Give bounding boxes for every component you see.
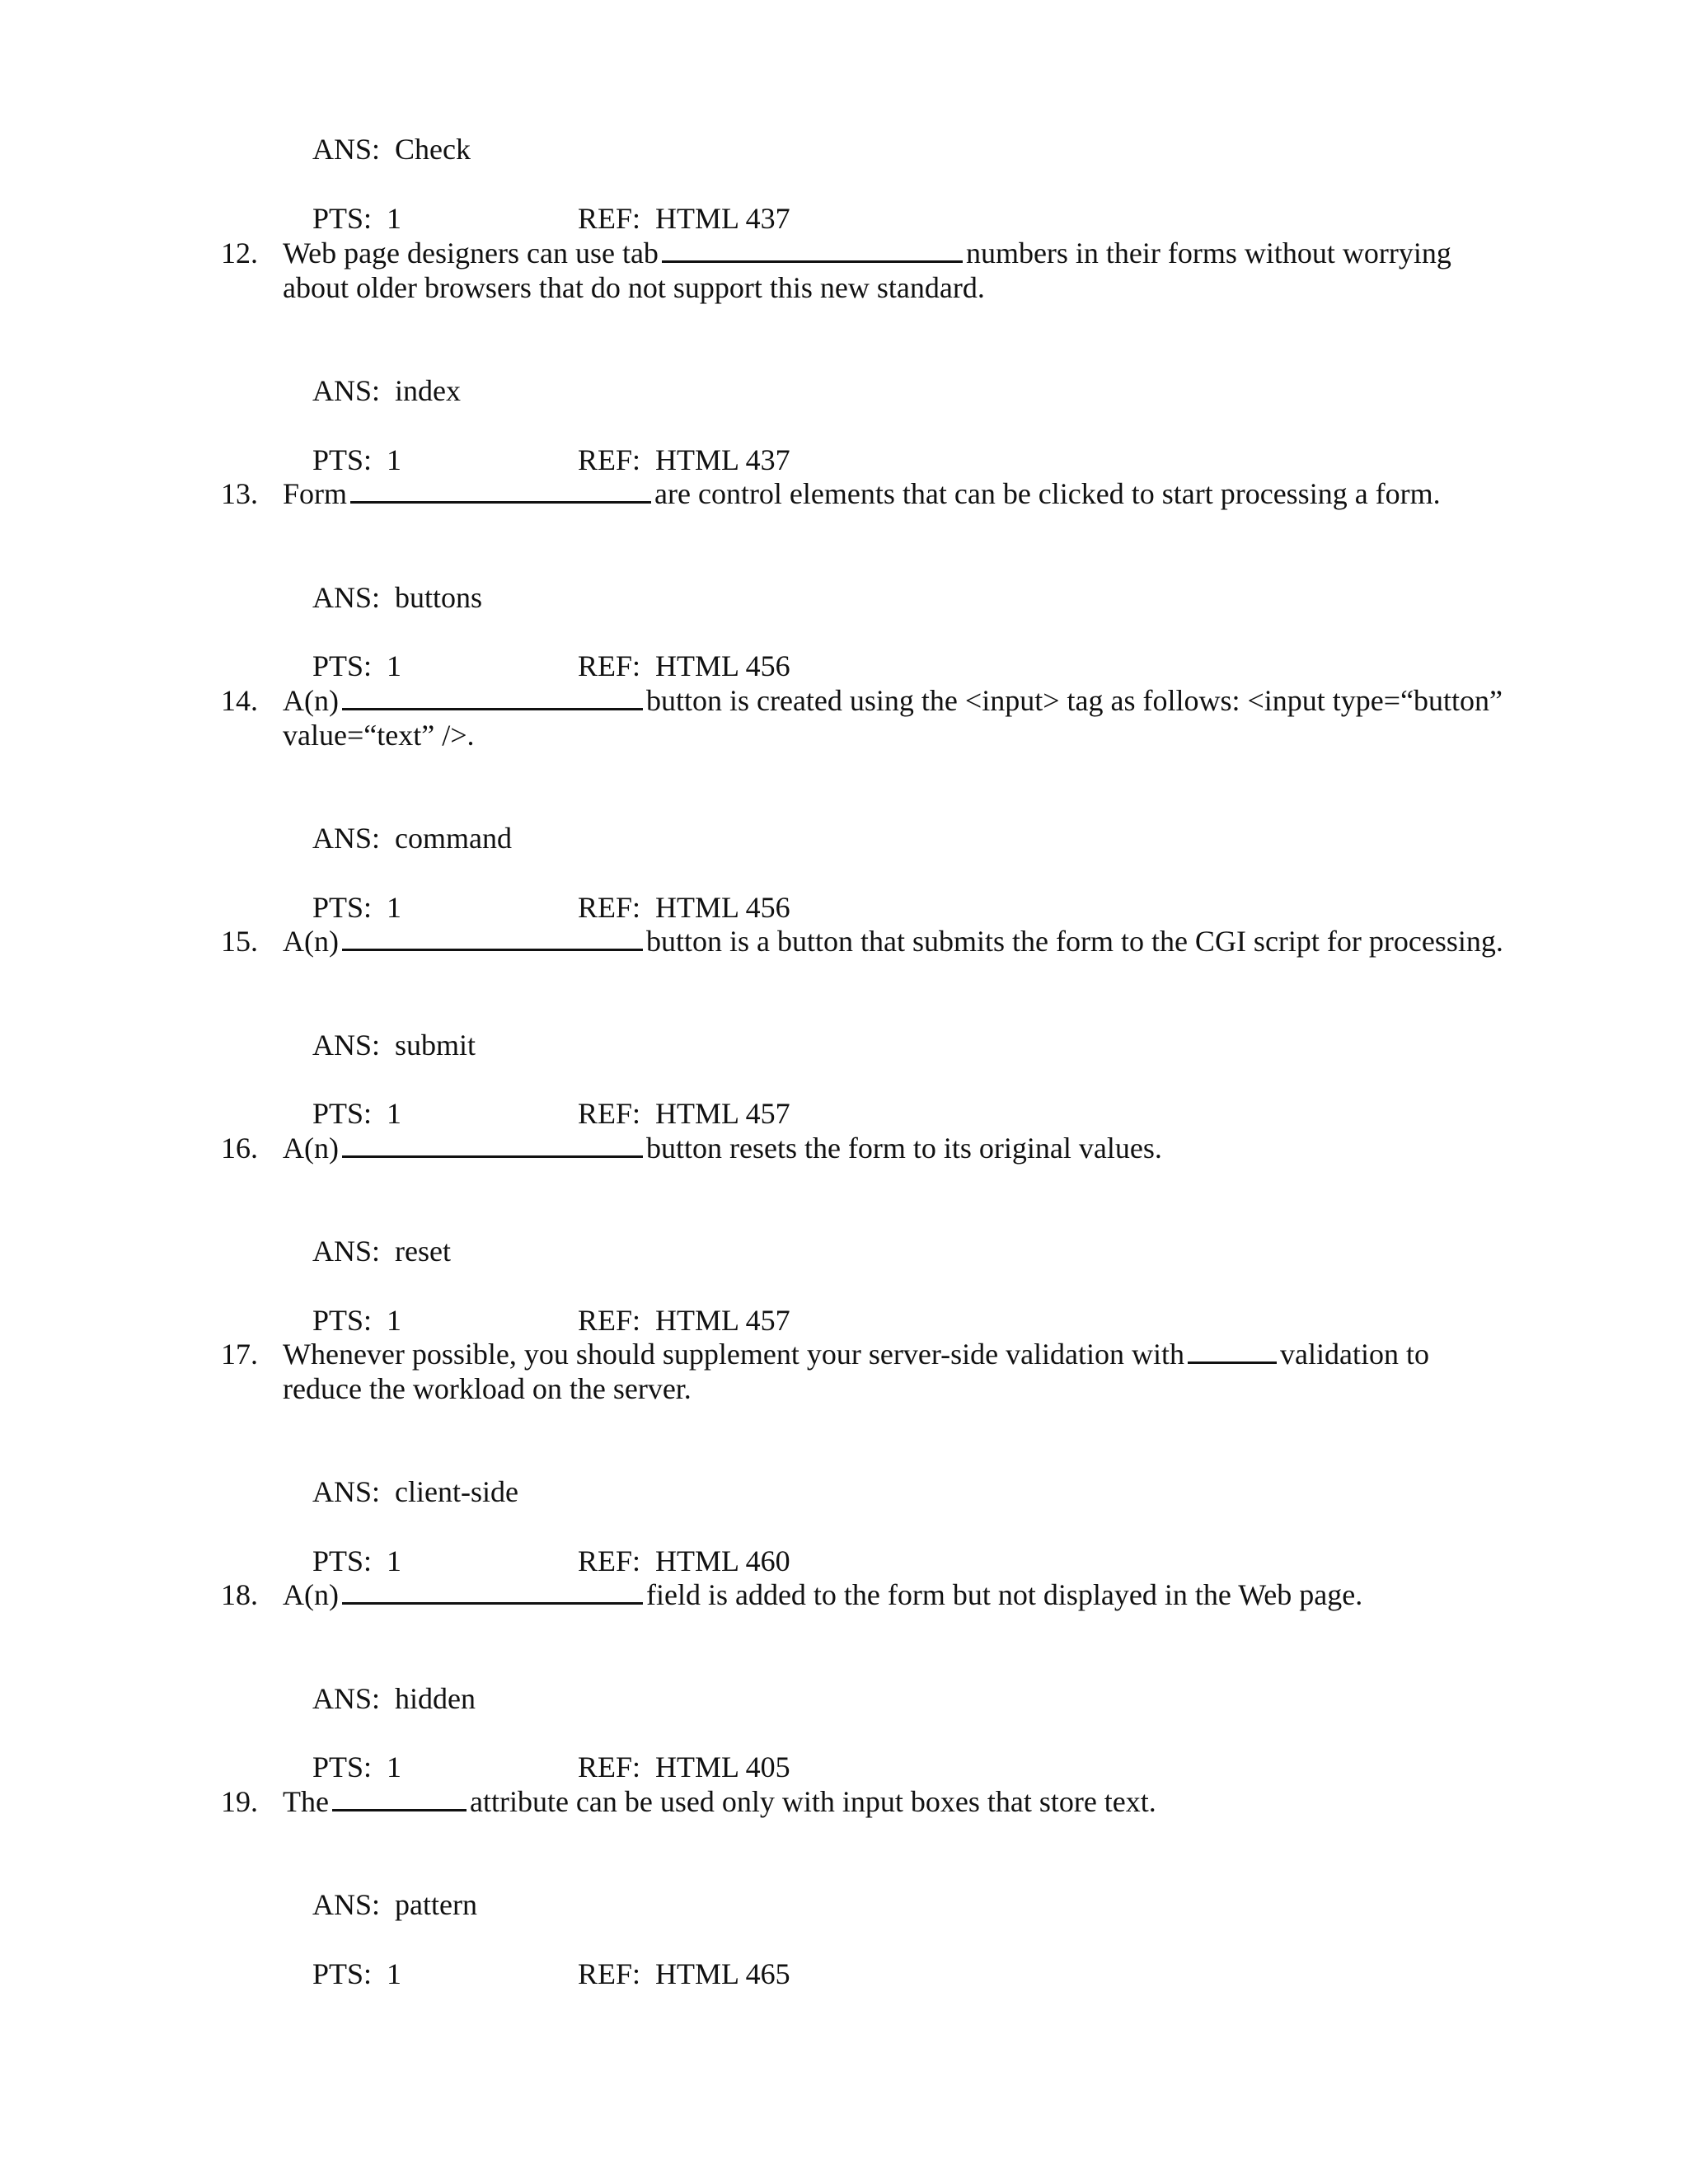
ref-label: REF: [578,1097,641,1130]
question-number: 16. [221,1132,258,1165]
question-text-pre: A(n) [283,1132,339,1165]
question-text-post: are control elements that can be clicked to start processing a form. [654,477,1441,510]
question-number: 18. [221,1578,258,1611]
points-value: 1 [387,1957,402,1990]
question-number: 13. [221,477,258,510]
answer-value: client-side [395,1475,518,1508]
points-value: 1 [387,1097,402,1130]
points-value: 1 [387,202,402,235]
reference-value: HTML 457 [655,1304,790,1337]
question-text-pre: The [283,1785,329,1818]
ref-label: REF: [578,1957,641,1990]
question-text [283,236,1451,270]
reference-value: HTML 456 [655,891,790,924]
ans-label: ANS: [312,1235,381,1268]
question-text [283,1337,1429,1371]
points-value: 1 [387,443,402,476]
ans-label: ANS: [312,1475,381,1508]
answer-value: buttons [395,581,483,614]
question-text-pre: Form [283,477,348,510]
pts-label: PTS: [312,649,373,682]
question-text [283,1131,1162,1165]
reference-line [548,1922,790,2026]
pts-label: PTS: [312,1957,373,1990]
question-text-pre: A(n) [283,1578,339,1611]
pts-label: PTS: [312,1750,373,1783]
question-number: 19. [221,1785,258,1818]
answer-blank [332,1784,467,1811]
points-value: 1 [387,891,402,924]
ref-label: REF: [578,1544,641,1577]
answer-value: pattern [395,1888,477,1921]
question-number: 17. [221,1338,258,1371]
question-text-post: validation to [1280,1338,1430,1371]
answer-value: command [395,822,512,855]
pts-label: PTS: [312,1544,373,1577]
points-value: 1 [387,1544,402,1577]
question-text-post: button is a button that submits the form to the CGI script for processing. [645,925,1503,958]
question-text [283,683,1503,718]
question-text [283,1784,1156,1819]
question-text-continued: value=“text” />. [283,719,475,752]
ref-label: REF: [578,202,641,235]
question-number: 12. [221,237,258,269]
points-value: 1 [387,1304,402,1337]
points-value: 1 [387,649,402,682]
answer-blank [662,236,963,263]
question-text [283,476,1441,511]
reference-value: HTML 457 [655,1097,790,1130]
question-number: 15. [221,925,258,958]
ans-label: ANS: [312,1029,381,1062]
pts-label: PTS: [312,891,373,924]
reference-value: HTML 465 [655,1957,790,1990]
pts-label: PTS: [312,443,373,476]
question-text-continued: about older browsers that do not support this new standard. [283,271,985,304]
question-text-post: field is added to the form but not displayed in the Web page. [645,1578,1363,1611]
answer-blank [350,476,651,504]
points-line [283,1922,401,2026]
ans-label: ANS: [312,1888,381,1921]
answer-value: reset [395,1235,451,1268]
question-text-post: numbers in their forms without worrying [965,237,1451,269]
question-text [283,924,1503,958]
reference-value: HTML 456 [655,649,790,682]
answer-blank [1188,1337,1277,1364]
reference-value: HTML 437 [655,443,790,476]
ans-label: ANS: [312,822,381,855]
question-text-pre: Whenever possible, you should supplement your server-side validation with [283,1338,1185,1371]
question-text-pre: A(n) [283,684,339,717]
question-text-continued: reduce the workload on the server. [283,1372,692,1405]
ref-label: REF: [578,443,641,476]
pts-label: PTS: [312,202,373,235]
ref-label: REF: [578,1304,641,1337]
question-number: 14. [221,684,258,717]
question-text-post: attribute can be used only with input boxes that store text. [469,1785,1156,1818]
question-text-post: button is created using the <input> tag as follows: <input type=“button” [645,684,1503,717]
ref-label: REF: [578,649,641,682]
question-text-post: button resets the form to its original values. [645,1132,1162,1165]
ref-label: REF: [578,891,641,924]
answer-blank [342,683,643,710]
answer-value: submit [395,1029,476,1062]
reference-value: HTML 437 [655,202,790,235]
answer-value: hidden [395,1682,476,1715]
ans-label: ANS: [312,581,381,614]
ans-label: ANS: [312,374,381,407]
reference-value: HTML 460 [655,1544,790,1577]
answer-blank [342,924,643,951]
ref-label: REF: [578,1750,641,1783]
pts-label: PTS: [312,1097,373,1130]
ans-label: ANS: [312,1682,381,1715]
points-value: 1 [387,1750,402,1783]
reference-value: HTML 405 [655,1750,790,1783]
question-text-pre: Web page designers can use tab [283,237,659,269]
answer-blank [342,1577,643,1605]
answer-blank [342,1131,643,1158]
question-text [283,1577,1362,1612]
pts-label: PTS: [312,1304,373,1337]
question-text-pre: A(n) [283,925,339,958]
answer-value: Check [395,133,471,166]
answer-value: index [395,374,462,407]
ans-label: ANS: [312,133,381,166]
